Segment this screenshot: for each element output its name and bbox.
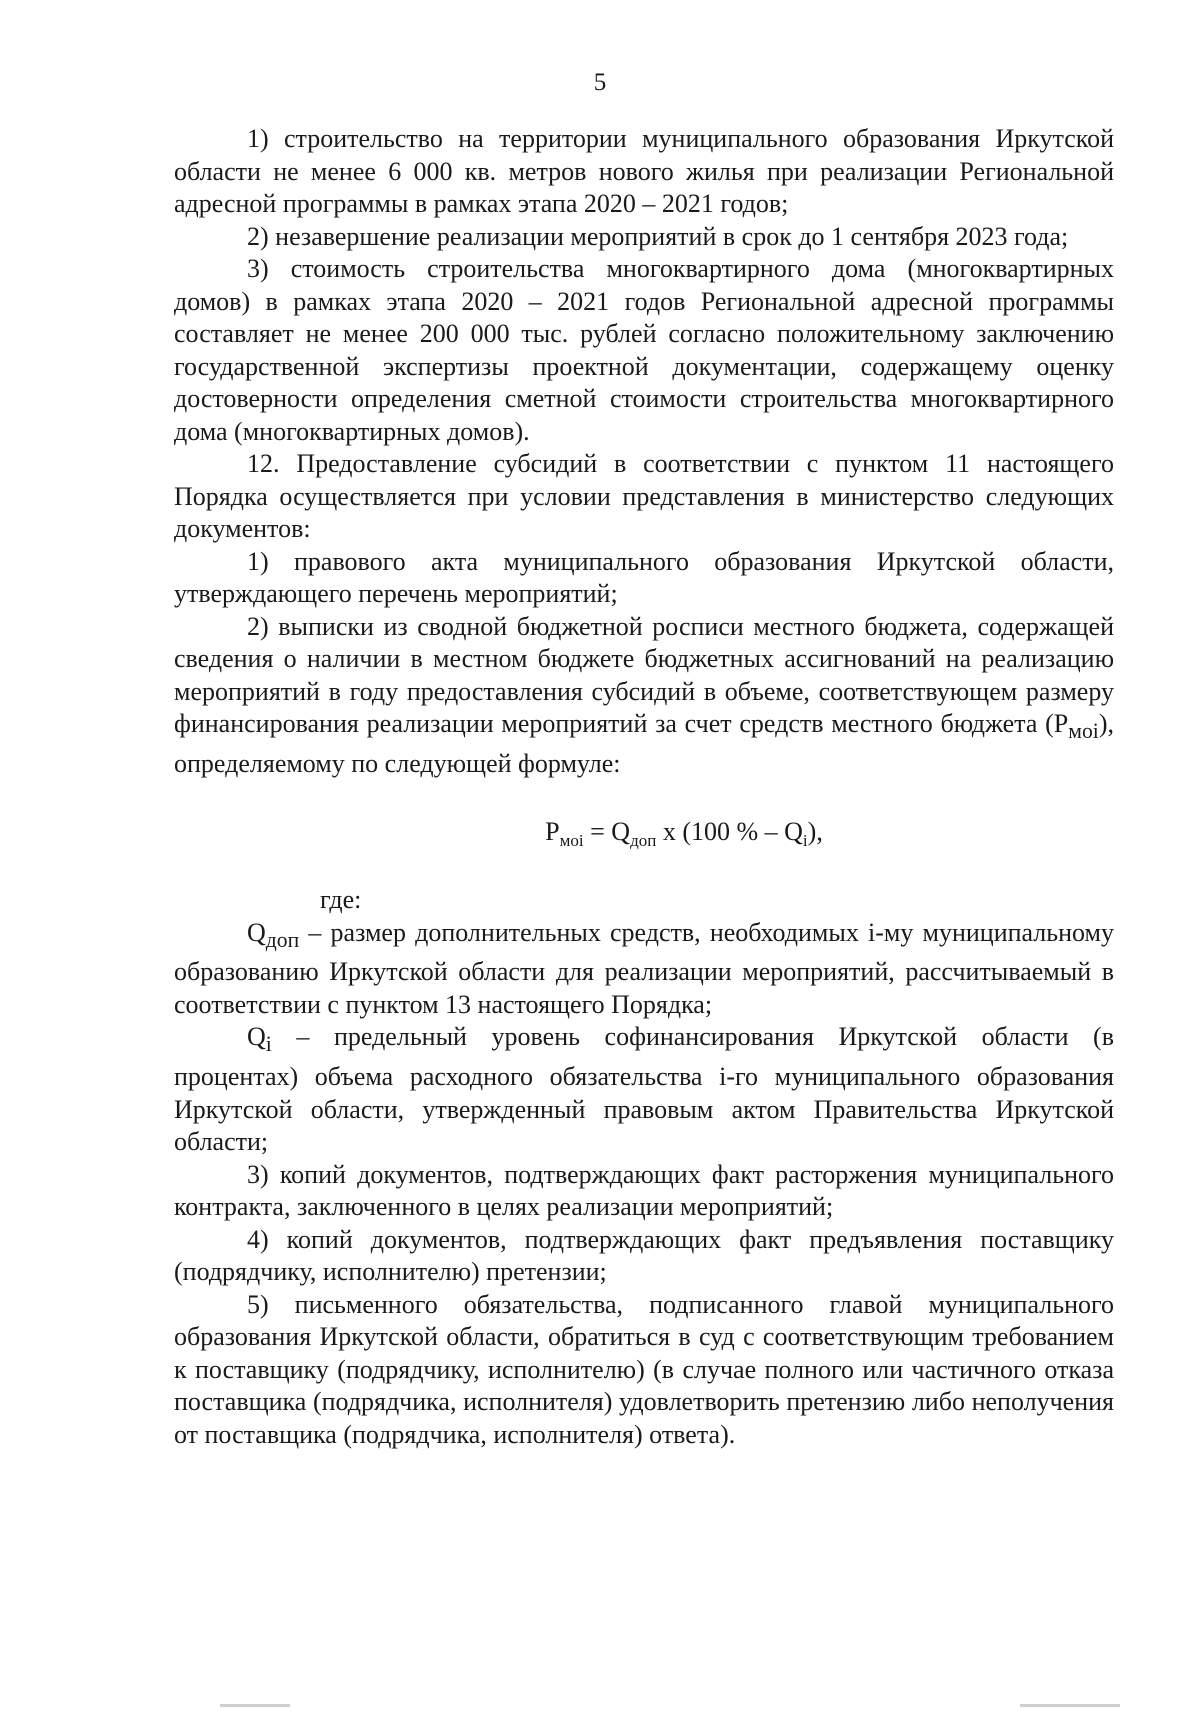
formula-subscript: i: [802, 831, 808, 851]
definition-text: – размер дополнительных средств, необходимых i-му муниципальному образованию Иркутской области для реализации мероприятий, рассчитываемый в соответствии с пунктом 13 настоящего Порядка;: [174, 917, 1114, 1019]
paragraph: 1) строительство на территории муниципального образования Иркутской области не менее 6 000 кв. метров нового жилья при реализации Региональной адресной программы в рамках этапа 2020 – 2021 годов;: [174, 124, 1114, 218]
definition-symbol: Q: [247, 917, 266, 947]
paragraph: 4) копий документов, подтверждающих факт предъявления поставщику (подрядчику, исполнителю) претензии;: [174, 1224, 1114, 1287]
paragraph-text: ), определяемому по следующей формуле:: [174, 709, 1114, 778]
paragraph: 3) копий документов, подтверждающих факт расторжения муниципального контракта, заключенного в целях реализации мероприятий;: [174, 1159, 1114, 1222]
formula: [174, 816, 1114, 851]
definition-subscript: i: [265, 1032, 272, 1057]
formula-subscript: доп: [630, 831, 657, 851]
formula-symbol: P: [545, 817, 560, 847]
definition-qdop: [174, 917, 1114, 1022]
paragraph: 2) незавершение реализации мероприятий в срок до 1 сентября 2023 года;: [247, 221, 1069, 251]
definition-symbol: Q: [247, 1022, 266, 1052]
formula-part: = Q: [583, 817, 631, 847]
paragraph: 12. Предоставление субсидий в соответствии с пунктом 11 настоящего Порядка осуществляется при условии представления в министерство следующих документов:: [174, 449, 1114, 543]
definition-subscript: доп: [265, 927, 300, 952]
definition-qi: [174, 1021, 1114, 1158]
formula-part: x (100 % – Q: [656, 817, 803, 847]
page-number: 5: [593, 69, 607, 96]
paragraph: 3) стоимость строительства многоквартирного дома (многоквартирных домов) в рамках этапа 2020 – 2021 годов Региональной адресной программы составляет не менее 200 000 тыс. рублей согласно положительному заключению государственной экспертизы проектной документации, содержащему оценку достоверности определения сметной стоимости строительства многоквартирного дома (многоквартирных домов).: [174, 254, 1114, 446]
paragraph: 1) правового акта муниципального образования Иркутской области, утверждающего перечень мероприятий;: [174, 546, 1114, 608]
paragraph-text: 2) выписки из сводной бюджетной росписи местного бюджета, содержащей сведения о наличии в местном бюджете бюджетных ассигнований на реализацию мероприятий в году предоставления субсидий в объеме, соответствующем размеру финансирования реализации мероприятий за счет средств местного бюджета (P: [174, 611, 1114, 738]
paragraph: 5) письменного обязательства, подписанного главой муниципального образования Иркутской области, обратиться в суд с соответствующим требованием к поставщику (подрядчику, исполнителю) (в случае полного или частичного отказа поставщика (подрядчика, исполнителя) удовлетворить претензию либо неполучения от поставщика (подрядчика, исполнителя) ответа).: [174, 1289, 1114, 1449]
subscript: мoi: [1068, 719, 1099, 744]
paragraph-statement-extract: [174, 611, 1114, 781]
document-body: [174, 123, 1114, 1451]
where-label: где:: [320, 885, 362, 915]
scan-artifact: [1020, 1704, 1120, 1707]
formula-subscript: мoi: [559, 831, 584, 851]
scan-artifact: [220, 1704, 290, 1707]
definition-text: – предельный уровень софинансирования Иркутской области (в процентах) объема расходного обязательства i-го муниципального образования Иркутской области, утвержденный правовым актом Правительства Иркутской области;: [174, 1022, 1114, 1157]
formula-part: ),: [807, 817, 823, 847]
